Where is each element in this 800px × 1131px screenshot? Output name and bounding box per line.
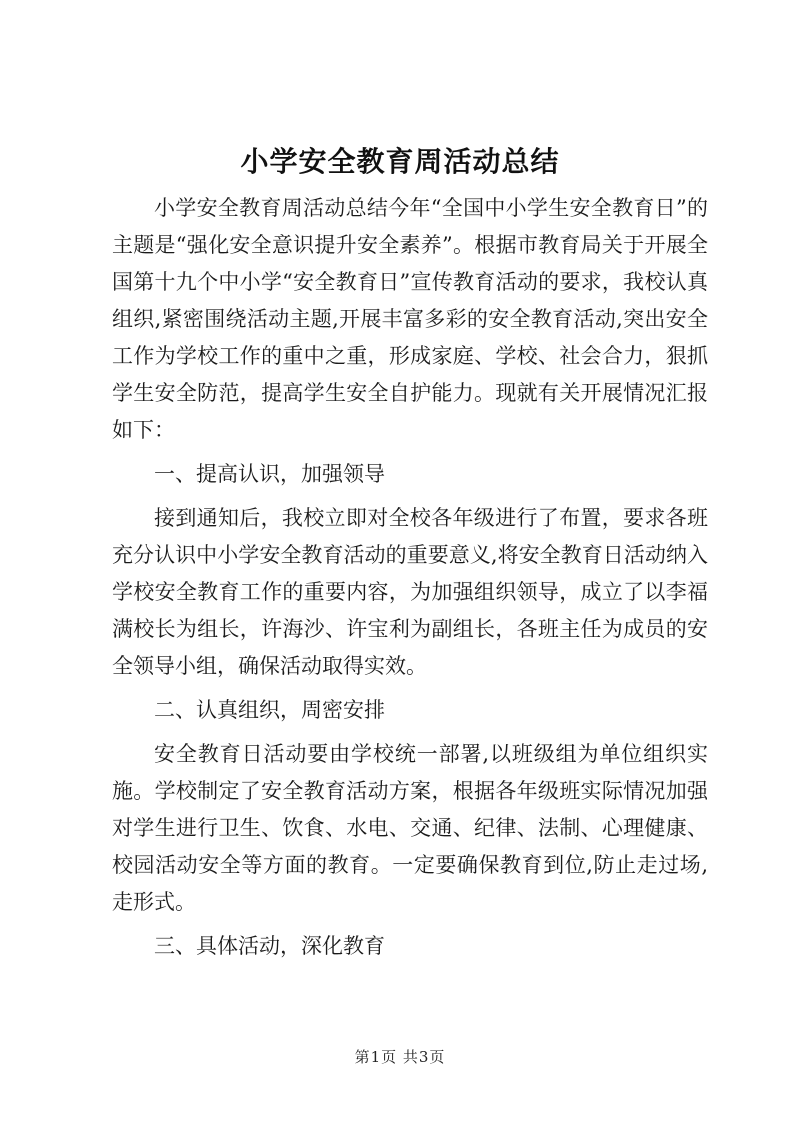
page-number-footer: 第1页 共3页 (354, 1048, 446, 1066)
section-3-heading: 三、具体活动，深化教育 (154, 934, 385, 958)
intro-paragraph: 小学安全教育周活动总结今年“全国中小学生安全教育日”的主题是“强化安全意识提升安全素养”。根据市教育局关于开展全国第十九个中小学“安全教育日”宣传教育活动的要求，我校认真组织,紧密围绕活动主题,开展丰富多彩的安全教育活动,突出安全工作为学校工作的重中之重，形成家庭、学校、社会合力，狠抓学生安全防范，提高学生安全自护能力。现就有关开展情况汇报如下： (112, 196, 708, 442)
document-body (112, 190, 708, 972)
section-1-paragraph: 接到通知后，我校立即对全校各年级进行了布置，要求各班充分认识中小学安全教育活动的重要意义,将安全教育日活动纳入学校安全教育工作的重要内容，为加强组织领导，成立了以李福满校长为组长，许海沙、许宝利为副组长，各班主任为成员的安全领导小组，确保活动取得实效。 (112, 506, 708, 678)
section-2-heading: 二、认真组织，周密安排 (154, 698, 385, 722)
document-title: 小学安全教育周活动总结 (240, 145, 560, 178)
section-2-paragraph: 安全教育日活动要由学校统一部署,以班级组为单位组织实施。学校制定了安全教育活动方案，根据各年级班实际情况加强对学生进行卫生、饮食、水电、交通、纪律、法制、心理健康、校园活动安全等方面的教育。一定要确保教育到位,防止走过场,走形式。 (112, 742, 708, 914)
section-1-heading: 一、提高认识，加强领导 (154, 462, 385, 486)
